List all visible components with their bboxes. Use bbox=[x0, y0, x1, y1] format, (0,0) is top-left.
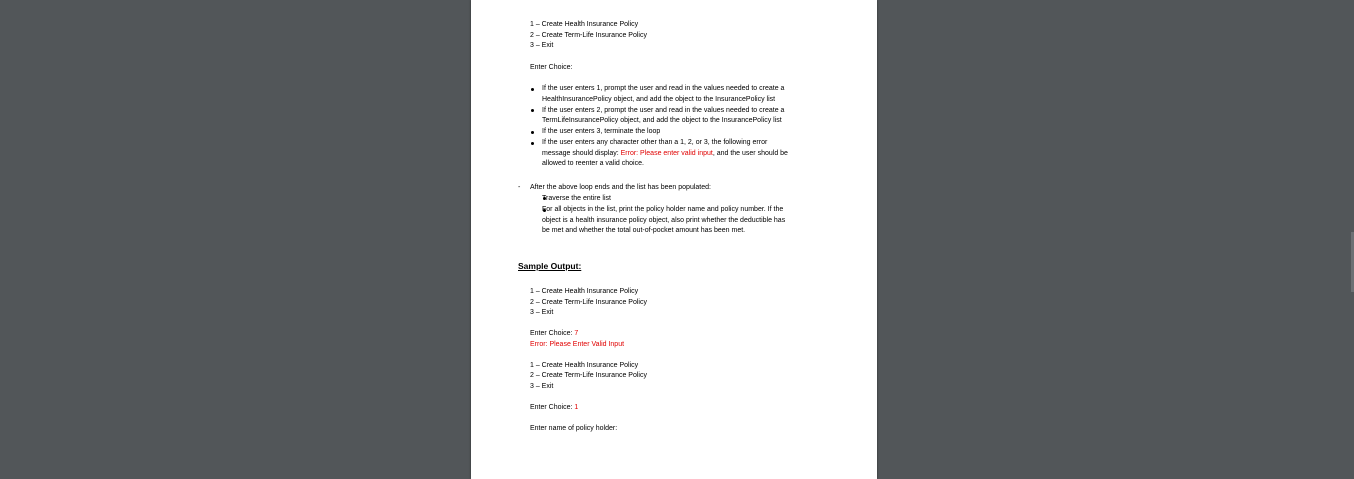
bullet-1-line-2: HealthInsurancePolicy object, and add the object to the InsurancePolicy list bbox=[542, 95, 776, 103]
after-bullet-2-line-1: For all objects in the list, print the policy holder name and policy number. If the bbox=[542, 206, 784, 213]
sample-menu-1-line-3: 3 – Exit bbox=[530, 309, 554, 316]
sample-choice-1 bbox=[530, 329, 578, 340]
menu-line-1: 1 – Create Health Insurance Policy bbox=[530, 21, 639, 28]
bullet-3-line-1: If the user enters 3, terminate the loop bbox=[542, 128, 661, 135]
after-bullet-2-line-2: object is a health insurance policy object, also print whether the deductible has bbox=[542, 216, 786, 224]
bullet-2-line-2: TermLifeInsurancePolicy object, and add the object to the InsurancePolicy list bbox=[542, 117, 782, 124]
document-page bbox=[471, 0, 877, 479]
sample-name-prompt: Enter name of policy holder: bbox=[530, 425, 618, 432]
sample-menu-1-line-2: 2 – Create Term-Life Insurance Policy bbox=[530, 298, 647, 306]
after-loop-intro: After the above loop ends and the list has been populated: bbox=[530, 183, 711, 191]
after-bullet-2-line-3: be met and whether the total out-of-pocket amount has been met. bbox=[542, 227, 746, 234]
sample-menu-2-line-1: 1 – Create Health Insurance Policy bbox=[530, 362, 639, 369]
sample-menu-1-line-1: 1 – Create Health Insurance Policy bbox=[530, 288, 639, 295]
bullet-dot bbox=[531, 131, 534, 134]
bullet-dot bbox=[531, 109, 534, 112]
bullet-dot bbox=[531, 88, 534, 91]
bullet-4-line-3: allowed to reenter a valid choice. bbox=[542, 160, 644, 167]
sample-error-line: Error: Please Enter Valid Input bbox=[530, 340, 625, 348]
bullet-4-text: , and the user should be bbox=[712, 149, 788, 157]
after-bullet-1 bbox=[542, 194, 611, 205]
sample-choice-2 bbox=[530, 403, 578, 414]
bullet-dot bbox=[531, 142, 534, 145]
bullet-4-line-2 bbox=[542, 149, 788, 160]
sample-choice-2-label: Enter Choice: bbox=[530, 404, 575, 411]
menu-line-2: 2 – Create Term-Life Insurance Policy bbox=[530, 31, 647, 39]
sample-output-heading: Sample Output: bbox=[518, 261, 582, 271]
error-message-text: Error: Please enter valid input bbox=[620, 149, 713, 157]
bullet-4-line-1: If the user enters any character other than a 1, 2, or 3, the following error bbox=[542, 139, 768, 146]
dash-marker: - bbox=[518, 183, 521, 191]
bullet-1-line-1: If the user enters 1, prompt the user and read in the values needed to create a bbox=[542, 85, 785, 92]
sample-choice-1-label: Enter Choice: bbox=[530, 330, 575, 337]
after-bullet-1-text: Traverse the entire list bbox=[542, 194, 611, 202]
sample-menu-2-line-2: 2 – Create Term-Life Insurance Policy bbox=[530, 372, 647, 379]
sample-choice-1-value: 7 bbox=[574, 330, 579, 337]
sample-choice-2-value: 1 bbox=[574, 404, 579, 411]
bullet-4-text: message should display: bbox=[542, 149, 621, 157]
bullet-2-line-1: If the user enters 2, prompt the user and read in the values needed to create a bbox=[542, 106, 785, 114]
menu-line-3: 3 – Exit bbox=[530, 42, 554, 49]
enter-choice-label: Enter Choice: bbox=[530, 63, 573, 71]
sample-menu-2-line-3: 3 – Exit bbox=[530, 382, 554, 390]
